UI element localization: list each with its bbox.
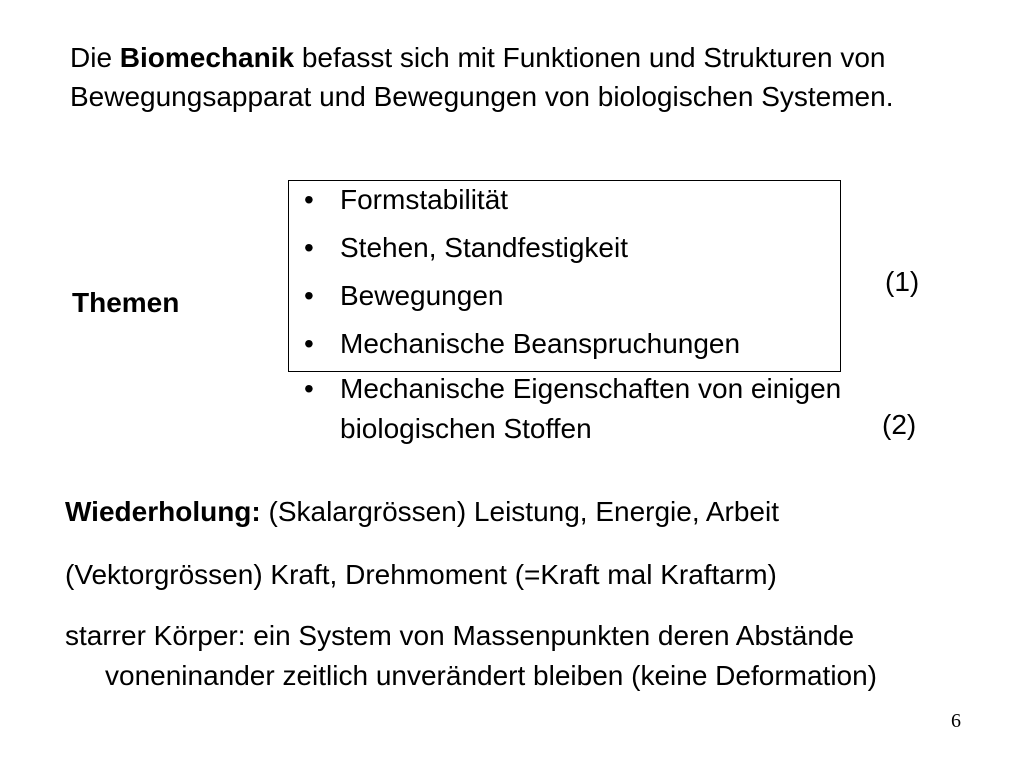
topic-item [294,369,860,449]
page-number: 6 [951,710,961,732]
topic-list [294,183,860,463]
review-line-rigid-body: starrer Körper: ein System von Massenpunkten deren Abstände voneninander zeitlich unverändert bleiben (keine Deformation) [65,620,878,691]
intro-term: Biomechanik [119,42,295,73]
topic-item-label: Formstabilität [340,184,509,215]
bullet-glyph: • [304,184,314,215]
themen-label: Themen [72,287,180,318]
intro-paragraph [70,38,970,116]
topic-item-label: Mechanische Beanspruchungen [340,328,741,359]
topic-item-label: Bewegungen [340,280,504,311]
review-scalars-text: (Skalargrössen) Leistung, Energie, Arbeit [260,496,780,527]
topic-item [294,327,860,361]
bullet-glyph: • [304,280,314,311]
bullet-glyph: • [304,328,314,359]
review-line-scalars [65,493,965,531]
topic-item-label: Mechanische Eigenschaften von einigen biologischen Stoffen [340,373,842,444]
intro-rest: befasst sich mit Funktionen und Strukturen von Bewegungsapparat und Bewegungen von biologischen Systemen. [70,42,894,112]
review-label: Wiederholung: [65,496,261,527]
topic-item [294,183,860,217]
group-marker-1: (1) [885,266,920,297]
topic-item [294,231,860,265]
bullet-glyph: • [304,232,314,263]
topic-item-label: Stehen, Standfestigkeit [340,232,628,263]
group-marker-2: (2) [882,409,917,440]
topic-item [294,279,860,313]
review-section [65,493,965,696]
review-line-vectors: (Vektorgrössen) Kraft, Drehmoment (=Kraft mal Kraftarm) [65,559,777,590]
intro-prefix: Die [70,42,120,73]
bullet-glyph: • [304,373,314,404]
